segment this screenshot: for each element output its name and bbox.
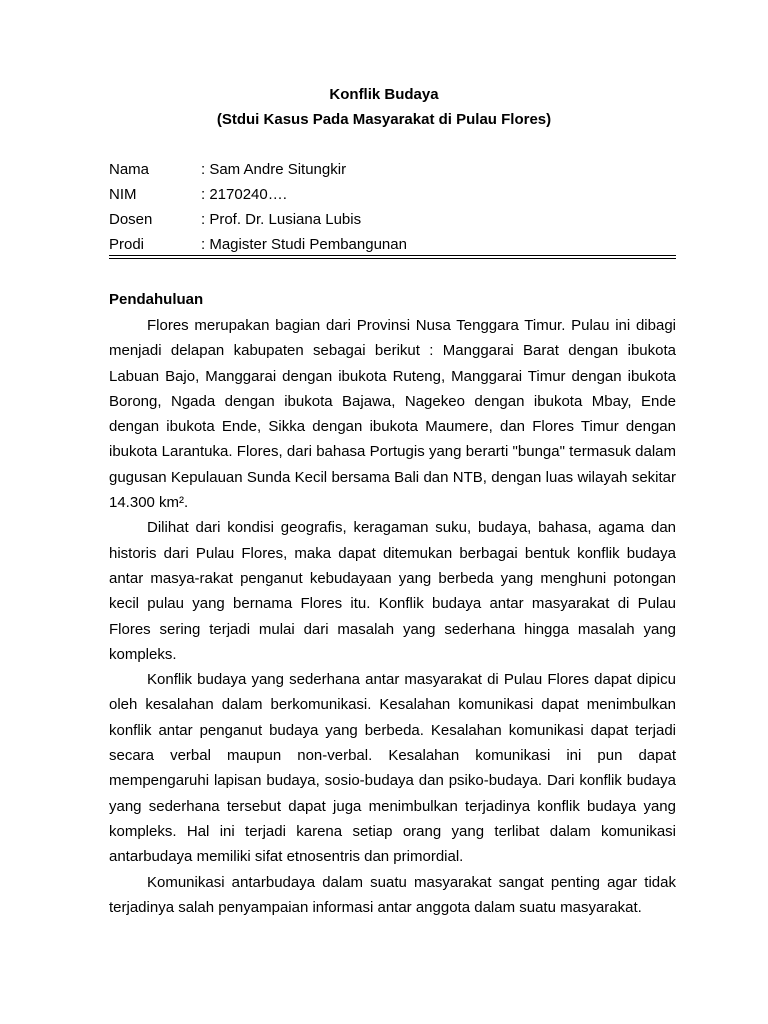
info-label: NIM: [109, 186, 137, 203]
info-value: : Magister Studi Pembangunan: [201, 236, 407, 253]
info-value: : 2170240….: [201, 186, 287, 203]
info-label: Nama: [109, 161, 150, 178]
section-heading: Pendahuluan: [109, 291, 204, 308]
info-row-prodi: [109, 235, 676, 260]
paragraph: Konflik budaya yang sederhana antar masyarakat di Pulau Flores dapat dipicu oleh kesalahan dalam berkomunikasi. Kesalahan komunikasi dapat menimbulkan konflik antar penganut budaya yang berbeda. Kesalahan komunikasi dapat terjadi secara verbal maupun non-verbal. Kesalahan komunikasi ini pun dapat mempengaruhi lapisan budaya, sosio-budaya dan psiko-budaya. Dari konflik budaya yang sederhana tersebut dapat juga menimbulkan terjadinya konflik budaya yang kompleks. Hal ini terjadi karena setiap orang yang terlibat dalam komunikasi antarbudaya memiliki sifat etnosentris dan primordial.: [109, 671, 676, 866]
info-row-nim: [109, 185, 676, 210]
info-value: : Sam Andre Situngkir: [201, 161, 347, 178]
document-title: Konflik Budaya: [329, 86, 439, 103]
info-row-nama: [109, 160, 676, 185]
divider-line: [109, 258, 676, 259]
body-text: [109, 313, 676, 920]
info-value: : Prof. Dr. Lusiana Lubis: [201, 211, 362, 228]
document-subtitle: (Stdui Kasus Pada Masyarakat di Pulau Flores): [216, 111, 552, 128]
info-label: Dosen: [109, 211, 153, 228]
author-info-block: [109, 160, 676, 260]
info-row-dosen: [109, 210, 676, 235]
paragraph: Komunikasi antarbudaya dalam suatu masyarakat sangat penting agar tidak terjadinya salah penyampaian informasi antar anggota dalam suatu masyarakat.: [109, 873, 676, 916]
info-label: Prodi: [109, 236, 145, 253]
paragraph: Dilihat dari kondisi geografis, keragaman suku, budaya, bahasa, agama dan historis dari Pulau Flores, maka dapat ditemukan berbagai bentuk konflik budaya antar masya-rakat penganut kebudayaan yang berbeda yang menghuni potongan kecil pulau yang bernama Flores itu. Konflik budaya antar masyarakat di Pulau Flores sering terjadi mulai dari masalah yang sederhana hingga masalah yang kompleks.: [109, 519, 676, 663]
paragraph: Flores merupakan bagian dari Provinsi Nusa Tenggara Timur. Pulau ini dibagi menjadi delapan kabupaten sebagai berikut : Manggarai Barat dengan ibukota Labuan Bajo, Manggarai dengan ibukota Ruteng, Manggarai Timur dengan ibukota Borong, Ngada dengan ibukota Bajawa, Nagekeo dengan ibukota Mbay, Ende dengan ibukota Ende, Sikka dengan ibukota Maumere, dan Flores Timur dengan ibukota Larantuka. Flores, dari bahasa Portugis yang berarti "bunga" termasuk dalam gugusan Kepulauan Sunda Kecil bersama Bali dan NTB, dengan luas wilayah sekitar 14.300 km².: [109, 317, 676, 512]
divider-line: [109, 255, 676, 256]
